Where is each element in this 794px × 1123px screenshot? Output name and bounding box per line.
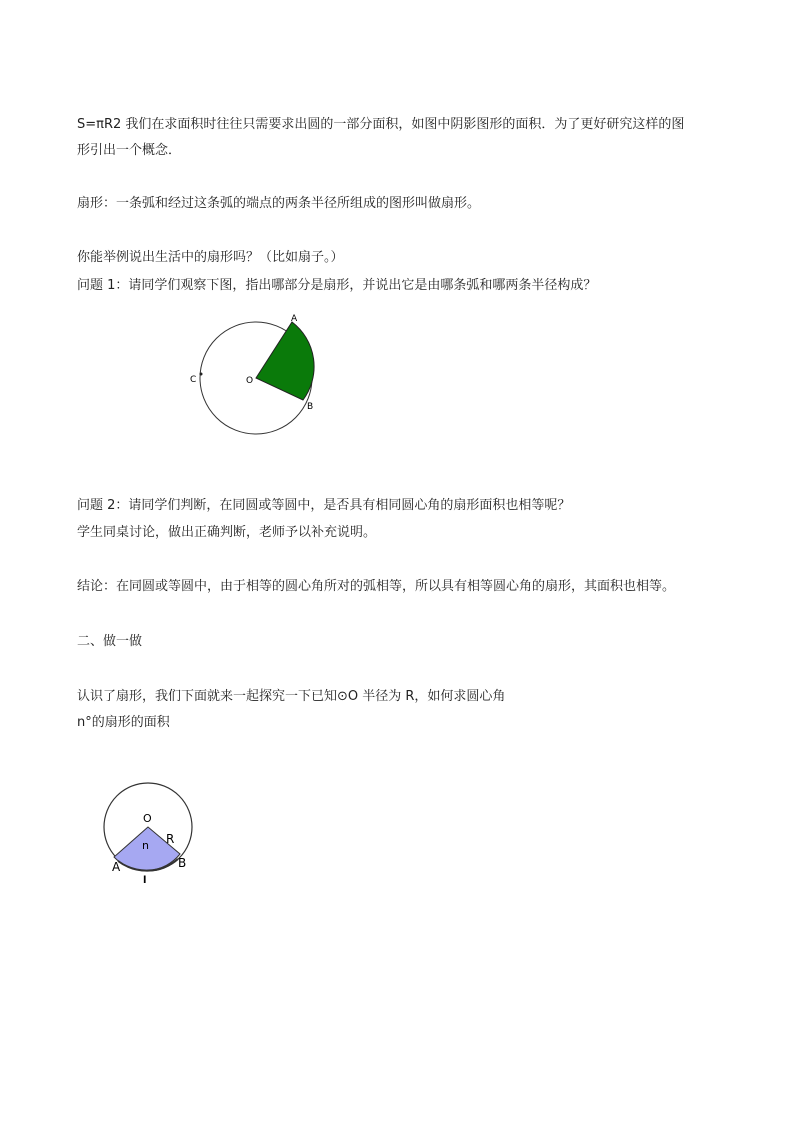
label-a: A [291,314,298,324]
label-b: B [307,402,314,412]
question-2: 问题 2：请同学们判断，在同圆或等圆中，是否具有相同圆心角的扇形面积也相等呢？ [77,498,571,513]
label-b: B [178,856,187,870]
discussion-note: 学生同桌讨论，做出正确判断，老师予以补充说明。 [77,525,377,540]
label-o: O [143,812,152,825]
sector-definition: 扇形：一条弧和经过这条弧的端点的两条半径所组成的图形叫做扇形。 [77,196,481,211]
question-1: 问题 1：请同学们观察下图，指出哪部分是扇形，并说出它是由哪条弧和哪两条半径构成？ [77,278,597,293]
example-question: 你能举例说出生活中的扇形吗？（比如扇子。） [77,250,344,265]
sector-figure-1 [185,308,345,438]
explore-line1: 认识了扇形，我们下面就来一起探究一下已知⊙O 半径为 R，如何求圆心角 [77,689,506,704]
section-heading: 二、做一做 [77,634,143,649]
label-a: A [112,860,121,874]
sector-figure-2 [95,775,205,885]
conclusion: 结论：在同圆或等圆中，由于相等的圆心角所对的弧相等，所以具有相等圆心角的扇形，其面积也相等。 [77,579,676,594]
sector-aob [256,322,314,400]
paragraph-intro-line1: S=πR2 我们在求面积时往往只需要求出圆的一部分面积，如图中阴影图形的面积．为了更好研究这样的图 [77,117,685,132]
paragraph-intro-line2: 形引出一个概念． [77,143,182,158]
label-c: C [190,375,197,385]
label-n: n [142,839,149,852]
label-arc-l: l [143,875,147,885]
explore-line2: n°的扇形的面积 [77,715,170,730]
point-c [200,373,203,376]
label-o: O [246,376,254,386]
label-r: R [166,832,175,846]
